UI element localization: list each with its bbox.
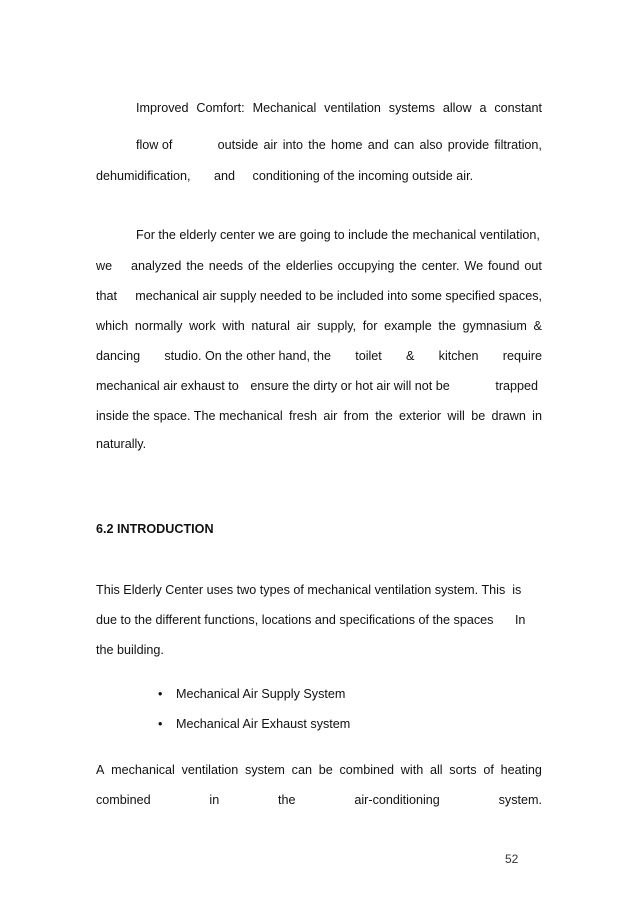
paragraph-2-line-2 bbox=[96, 258, 542, 274]
word: exterior bbox=[399, 409, 442, 423]
paragraph-3-line-3 bbox=[96, 642, 542, 658]
word: Mechanical bbox=[252, 101, 317, 115]
word: mechanical air supply needed to be included into some specified spaces, bbox=[135, 289, 542, 303]
word: example bbox=[384, 319, 432, 333]
word: in bbox=[532, 409, 542, 423]
paragraph-4-line-1 bbox=[96, 762, 542, 778]
word: which bbox=[96, 319, 129, 333]
word: system. bbox=[498, 793, 542, 807]
word: occupying bbox=[337, 259, 395, 273]
word: home bbox=[330, 138, 363, 152]
word: combined bbox=[339, 763, 395, 777]
word: due to the different functions, locations and specifications of the spaces bbox=[96, 613, 494, 627]
word: & bbox=[406, 349, 415, 363]
paragraph-2-line-4 bbox=[96, 318, 542, 334]
paragraph-2-line-6 bbox=[96, 378, 542, 394]
word: the bbox=[186, 259, 204, 273]
bullet-item bbox=[158, 686, 345, 702]
word: a bbox=[479, 101, 487, 115]
word: all bbox=[429, 763, 443, 777]
word: We bbox=[464, 259, 484, 273]
word: ventilation bbox=[181, 763, 239, 777]
word: the bbox=[375, 409, 393, 423]
paragraph-3-line-1 bbox=[96, 582, 542, 598]
word: A bbox=[96, 763, 105, 777]
word: toilet bbox=[355, 349, 382, 363]
word: for bbox=[362, 319, 378, 333]
word: the bbox=[399, 259, 417, 273]
word: of bbox=[483, 763, 494, 777]
word: also bbox=[419, 138, 443, 152]
word: kitchen bbox=[438, 349, 479, 363]
word: normally bbox=[134, 319, 183, 333]
word: gymnasium bbox=[462, 319, 527, 333]
word: of bbox=[248, 259, 259, 273]
word: with bbox=[400, 763, 424, 777]
word: into bbox=[282, 138, 303, 152]
word: be bbox=[318, 763, 333, 777]
word: air-conditioning bbox=[354, 793, 440, 807]
word: mechanical air exhaust to bbox=[96, 379, 239, 393]
word: found bbox=[488, 259, 520, 273]
word: can bbox=[291, 763, 312, 777]
word: dancing bbox=[96, 349, 141, 363]
bullet-icon: • bbox=[158, 687, 163, 701]
word: trapped bbox=[495, 379, 539, 393]
word: require bbox=[502, 349, 542, 363]
bullet-icon: • bbox=[158, 717, 163, 731]
word: the bbox=[263, 259, 281, 273]
word: be bbox=[471, 409, 486, 423]
paragraph-1-line-2 bbox=[136, 137, 542, 153]
word: system bbox=[245, 763, 285, 777]
word: the bbox=[438, 319, 456, 333]
paragraph-2-line-7 bbox=[96, 408, 542, 424]
word: natural bbox=[251, 319, 290, 333]
word: and bbox=[214, 169, 236, 183]
word: that bbox=[96, 289, 118, 303]
word: combined bbox=[96, 793, 151, 807]
line-text: This Elderly Center uses two types of mechanical ventilation system. This is bbox=[96, 583, 522, 597]
word: drawn bbox=[491, 409, 526, 423]
line-text: For the elderly center we are going to include the mechanical ventilation, bbox=[136, 228, 540, 242]
word: work bbox=[189, 319, 216, 333]
word: ventilation bbox=[324, 101, 381, 115]
word: center. bbox=[421, 259, 460, 273]
paragraph-4-line-2 bbox=[96, 792, 542, 808]
bullet-item bbox=[158, 716, 350, 732]
word: Improved bbox=[136, 101, 189, 115]
word: constant bbox=[494, 101, 542, 115]
word: the bbox=[308, 138, 326, 152]
word: we bbox=[96, 259, 113, 273]
word: needs bbox=[208, 259, 244, 273]
paragraph-1-line-1 bbox=[136, 100, 542, 116]
line-text: the building. bbox=[96, 643, 164, 657]
word: provide bbox=[447, 138, 490, 152]
word: studio. On the other hand, the bbox=[164, 349, 331, 363]
paragraph-1-line-3 bbox=[96, 168, 542, 184]
word: & bbox=[533, 319, 542, 333]
word: air bbox=[296, 319, 311, 333]
word: ensure the dirty or hot air will not be bbox=[250, 379, 450, 393]
word: allow bbox=[442, 101, 472, 115]
section-heading: 6.2 INTRODUCTION bbox=[96, 522, 214, 536]
word: out bbox=[524, 259, 542, 273]
paragraph-2-line-5 bbox=[96, 348, 542, 364]
paragraph-3-line-2 bbox=[96, 612, 542, 628]
word: In bbox=[514, 613, 526, 627]
word: dehumidification, bbox=[96, 169, 191, 183]
word: with bbox=[222, 319, 245, 333]
word: mechanical bbox=[111, 763, 175, 777]
word: and bbox=[367, 138, 389, 152]
word: heating bbox=[500, 763, 542, 777]
word: Comfort: bbox=[196, 101, 245, 115]
line-text: naturally. bbox=[96, 437, 147, 451]
word: air bbox=[323, 409, 338, 423]
word: the bbox=[278, 793, 296, 807]
word: fresh bbox=[289, 409, 318, 423]
word: from bbox=[343, 409, 369, 423]
word: can bbox=[393, 138, 415, 152]
paragraph-2-line-8 bbox=[96, 436, 542, 452]
bullet-text: Mechanical Air Supply System bbox=[176, 687, 346, 701]
word: analyzed bbox=[131, 259, 182, 273]
paragraph-2-line-1 bbox=[136, 227, 542, 243]
word: inside the space. The mechanical bbox=[96, 409, 283, 423]
word: in bbox=[209, 793, 220, 807]
page-number: 52 bbox=[505, 852, 519, 866]
word: will bbox=[447, 409, 465, 423]
word: filtration, bbox=[494, 138, 542, 152]
word: elderlies bbox=[285, 259, 333, 273]
word: outside bbox=[217, 138, 259, 152]
word: sorts bbox=[449, 763, 477, 777]
paragraph-2-line-3 bbox=[96, 288, 542, 304]
word: conditioning of the incoming outside air. bbox=[252, 169, 474, 183]
word: flow of bbox=[136, 138, 173, 152]
word: air bbox=[263, 138, 278, 152]
word: systems bbox=[388, 101, 435, 115]
word: supply, bbox=[317, 319, 357, 333]
bullet-text: Mechanical Air Exhaust system bbox=[176, 717, 351, 731]
